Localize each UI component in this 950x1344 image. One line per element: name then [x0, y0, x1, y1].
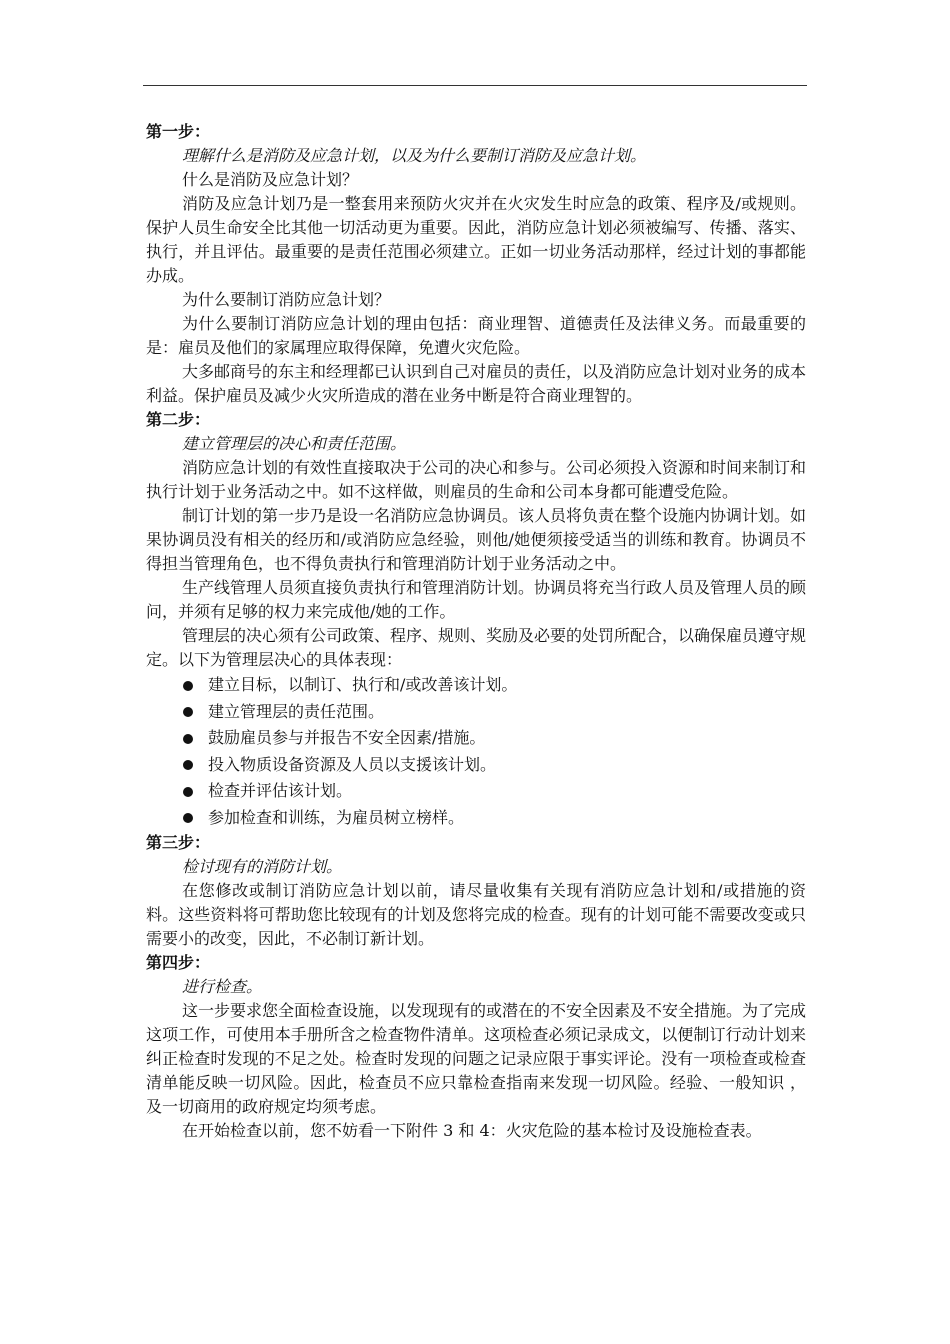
paragraph: 消防及应急计划乃是一整套用来预防火灾并在火灾发生时应急的政策、程序及/或规则。保护人员生命安全比其他一切活动更为重要。因此，消防应急计划必须被编写、传播、落实、执行，并且评估。最重要的是责任范围必须建立。正如一切业务活动那样，经过计划的事都能办成。	[146, 194, 806, 285]
paragraph: 制订计划的第一步乃是设一名消防应急协调员。该人员将负责在整个设施内协调计划。如果协调员没有相关的经历和/或消防应急经验，则他/她便须接受适当的训练和教育。协调员不得担当管理角色，也不得负责执行和管理消防计划于业务活动之中。	[146, 506, 807, 573]
paragraph: 什么是消防及应急计划？	[182, 170, 359, 189]
list-item: 鼓励雇员参与并报告不安全因素/措施。	[146, 725, 806, 752]
list-item: 投入物质设备资源及人员以支援该计划。	[146, 752, 806, 779]
step-subtitle: 建立管理层的决心和责任范围。	[182, 434, 407, 453]
paragraph: 为什么要制订消防应急计划？	[182, 290, 391, 309]
step-subtitle: 进行检查。	[182, 977, 263, 996]
bullet-icon	[183, 813, 193, 823]
paragraph: 大多邮商号的东主和经理都已认识到自己对雇员的责任，以及消防应急计划对业务的成本利益。保护雇员及减少火灾所造成的潜在业务中断是符合商业理智的。	[146, 362, 807, 405]
paragraph: 生产线管理人员须直接负责执行和管理消防计划。协调员将充当行政人员及管理人员的顾问，并须有足够的权力来完成他/她的工作。	[146, 578, 807, 621]
step-heading: 第四步：	[146, 953, 211, 972]
paragraph: 在您修改或制订消防应急计划以前，请尽量收集有关现有消防应急计划和/或措施的资料。这些资料将可帮助您比较现有的计划及您将完成的检查。现有的计划可能不需要改变或只需要小的改变，因此，不必制订新计划。	[146, 881, 806, 948]
bullet-icon	[183, 787, 193, 797]
document-body	[146, 120, 806, 1143]
bullet-icon	[183, 760, 193, 770]
paragraph: 这一步要求您全面检查设施，以发现现有的或潜在的不安全因素及不安全措施。为了完成这项工作，可使用本手册所含之检查物件清单。这项检查必须记录成文，以便制订行动计划来纠正检查时发现的不足之处。检查时发现的问题之记录应限于事实评论。没有一项检查或检查清单能反映一切风险。因此，检查员不应只靠检查指南来发现一切风险。经验、一般知识 ，及一切商用的政府规定均须考虑。	[146, 1001, 807, 1116]
list-item: 建立管理层的责任范围。	[146, 699, 806, 726]
step-heading: 第一步：	[146, 122, 211, 141]
step-heading: 第二步：	[146, 410, 211, 429]
paragraph: 消防应急计划的有效性直接取决于公司的决心和参与。公司必须投入资源和时间来制订和执行计划于业务活动之中。如不这样做，则雇员的生命和公司本身都可能遭受危险。	[146, 458, 807, 501]
list-item: 参加检查和训练，为雇员树立榜样。	[146, 805, 806, 832]
paragraph: 管理层的决心须有公司政策、程序、规则、奖励及必要的处罚所配合，以确保雇员遵守规定。以下为管理层决心的具体表现：	[146, 626, 807, 669]
paragraph: 为什么要制订消防应急计划的理由包括：商业理智、道德责任及法律义务。而最重要的是：雇员及他们的家属理应取得保障，免遭火灾危险。	[146, 314, 806, 357]
bullet-icon	[183, 734, 193, 744]
bullet-icon	[183, 681, 193, 691]
paragraph: 在开始检查以前，您不妨看一下附件 3 和 4：火灾危险的基本检讨及设施检查表。	[182, 1121, 762, 1140]
header-rule	[143, 85, 807, 86]
commitment-list	[146, 672, 806, 831]
step-heading: 第三步：	[146, 833, 211, 852]
step-subtitle: 理解什么是消防及应急计划，以及为什么要制订消防及应急计划。	[182, 146, 647, 165]
step-subtitle: 检讨现有的消防计划。	[182, 857, 343, 876]
list-item: 检查并评估该计划。	[146, 778, 806, 805]
list-item: 建立目标，以制订、执行和/或改善该计划。	[146, 672, 806, 699]
bullet-icon	[183, 707, 193, 717]
